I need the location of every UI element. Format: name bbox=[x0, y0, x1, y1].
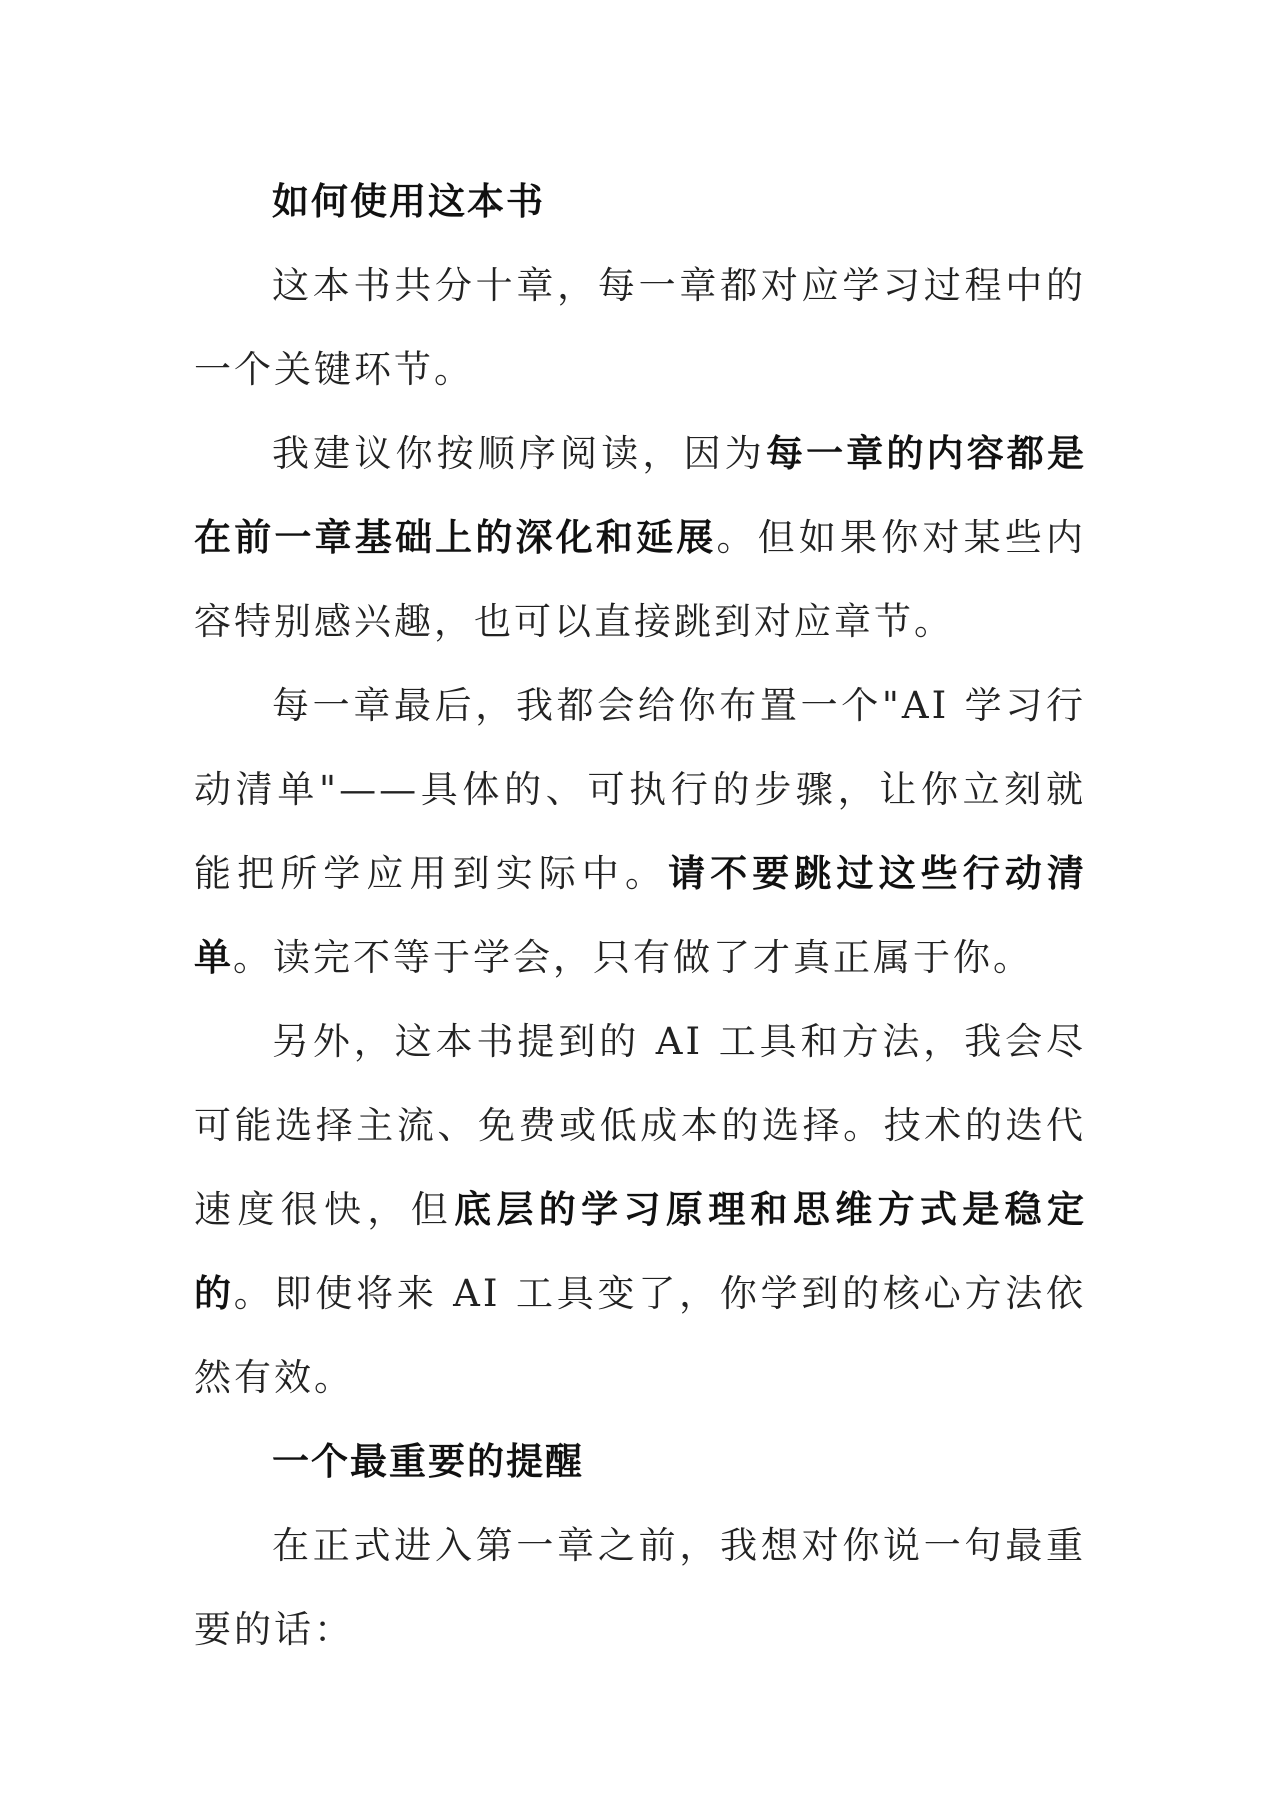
paragraph-4-text-a: 另外，这本书提到的 AI 工具和方法，我会尽可能选择主流、免费或低成本的选择。技术的迭代速度很快，但 bbox=[194, 1020, 1086, 1231]
paragraph-5: 在正式进入第一章之前，我想对你说一句最重要的话： bbox=[194, 1524, 1086, 1651]
paragraph-4-bold: 底层的学习原理和思维方式是稳定的 bbox=[194, 1188, 1087, 1315]
paragraph-1: 这本书共分十章，每一章都对应学习过程中的一个关键环节。 bbox=[194, 264, 1086, 391]
paragraph-3-text-a: 每一章最后，我都会给你布置一个"AI 学习行动清单"——具体的、可执行的步骤，让你立刻就能把所学应用到实际中。 bbox=[194, 684, 1086, 895]
paragraph-2-text-a: 我建议你按顺序阅读，因为 bbox=[272, 432, 766, 475]
paragraph-3-text-c: 。读完不等于学会，只有做了才真正属于你。 bbox=[233, 936, 1033, 979]
paragraph-4-text-c: 。即使将来 AI 工具变了，你学到的核心方法依然有效。 bbox=[194, 1272, 1087, 1399]
paragraph-2-bold: 每一章的内容都是在前一章基础上的深化和延展 bbox=[194, 432, 1087, 559]
paragraph-2 bbox=[194, 412, 1086, 664]
paragraph-2-text-c: 。但如果你对某些内容特别感兴趣，也可以直接跳到对应章节。 bbox=[194, 516, 1087, 643]
paragraph-4 bbox=[194, 1000, 1086, 1420]
paragraph-3 bbox=[194, 664, 1086, 1000]
section-heading: 如何使用这本书 bbox=[272, 180, 545, 223]
paragraph-3-bold: 请不要跳过这些行动清单 bbox=[194, 852, 1087, 979]
section-heading-reminder: 一个最重要的提醒 bbox=[272, 1440, 584, 1483]
document-body bbox=[194, 160, 1086, 1672]
